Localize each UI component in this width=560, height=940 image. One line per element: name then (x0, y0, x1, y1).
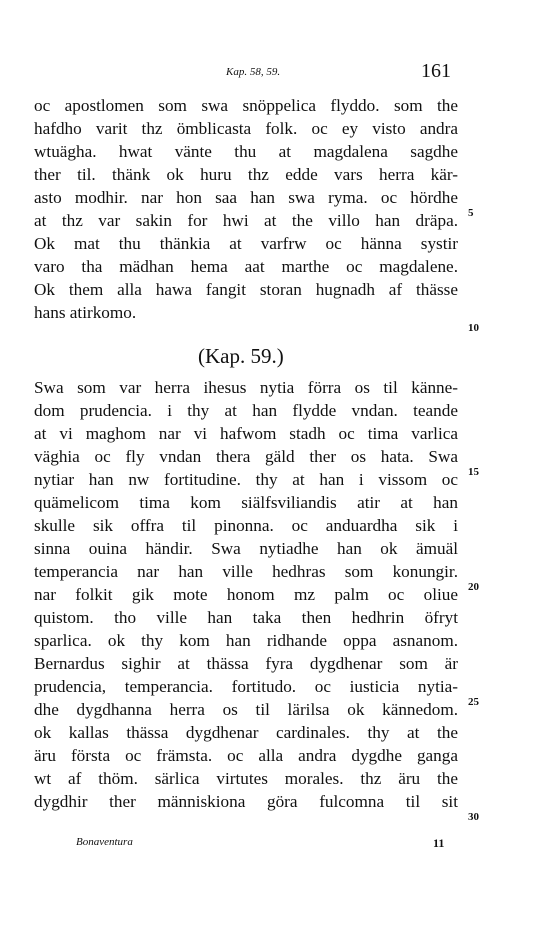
text-line: väghia oc fly vndan thera gäld ther os hata. Swa (34, 447, 458, 466)
text-line: Ok mat thu thänkia at varfrw oc hänna systir (34, 234, 458, 253)
page-number: 161 (421, 60, 451, 82)
sheet-number: 11 (433, 836, 445, 850)
text-line: Ok them alla hawa fangit storan hugnadh af thässe (34, 280, 458, 299)
text-line: nar folkit gik mote honom mz palm oc oliue (34, 585, 458, 604)
text-line: at thz var sakin for hwi at the villo han dräpa. (34, 211, 458, 230)
running-title: Kap. 58, 59. (226, 66, 281, 78)
text-line: sinna ouina händir. Swa nytiadhe han ok ämuäl (34, 539, 458, 558)
text-line: asto modhir. nar hon saa han swa ryma. oc hördhe (34, 188, 458, 207)
text-line: at vi maghom nar vi hafwom stadh oc tima varlica (34, 424, 458, 443)
footer-signature: Bonaventura (76, 836, 133, 848)
line-number: 15 (468, 466, 479, 478)
line-number: 20 (468, 581, 479, 593)
text-line: skulle sik offra til pinonna. oc anduardha sik i (34, 516, 458, 535)
text-line: dygdhir ther människiona göra fulcomna til sit (34, 792, 458, 811)
text-line: varo tha mädhan hema aat marthe oc magdalene. (34, 257, 458, 276)
text-line: hans atirkomo. (34, 303, 137, 322)
text-line: wt af thöm. särlica virtutes morales. thz äru the (34, 769, 458, 788)
text-line: ok kallas thässa dygdhenar cardinales. thy at the (34, 723, 458, 742)
text-line: ther til. thänk ok huru thz edde vars herra kär- (34, 165, 458, 184)
chapter-heading: (Kap. 59.) (198, 344, 284, 368)
text-line: Bernardus sighir at thässa fyra dygdhenar som är (34, 654, 458, 673)
text-line: temperancia nar han ville hedhras som konungir. (34, 562, 458, 581)
line-number: 5 (468, 207, 474, 219)
line-number: 10 (468, 322, 479, 334)
text-line: wtuägha. hwat vänte thu at magdalena sagdhe (34, 142, 458, 161)
text-line: quistom. tho ville han taka then hedhrin öfryt (34, 608, 458, 627)
text-line: dhe dygdhanna herra os til lärilsa ok kännedom. (34, 700, 458, 719)
text-line: quämelicom tima kom siälfsviliandis atir at han (34, 493, 458, 512)
text-line: nytiar han nw fortitudine. thy at han i vissom oc (34, 470, 458, 489)
text-line: prudencia, temperancia. fortitudo. oc iusticia nytia- (34, 677, 458, 696)
text-line: hafdho varit thz ömblicasta folk. oc ey visto andra (34, 119, 458, 138)
text-line: äru första oc främsta. oc alla andra dygdhe ganga (34, 746, 458, 765)
text-line: oc apostlomen som swa snöppelica flyddo. som the (34, 96, 458, 115)
text-line: dom prudencia. i thy at han flydde vndan. teande (34, 401, 458, 420)
line-number: 25 (468, 696, 479, 708)
text-line: sparlica. ok thy kom han ridhande oppa asnanom. (34, 631, 458, 650)
line-number: 30 (468, 811, 479, 823)
text-line: Swa som var herra ihesus nytia förra os til känne- (34, 378, 458, 397)
